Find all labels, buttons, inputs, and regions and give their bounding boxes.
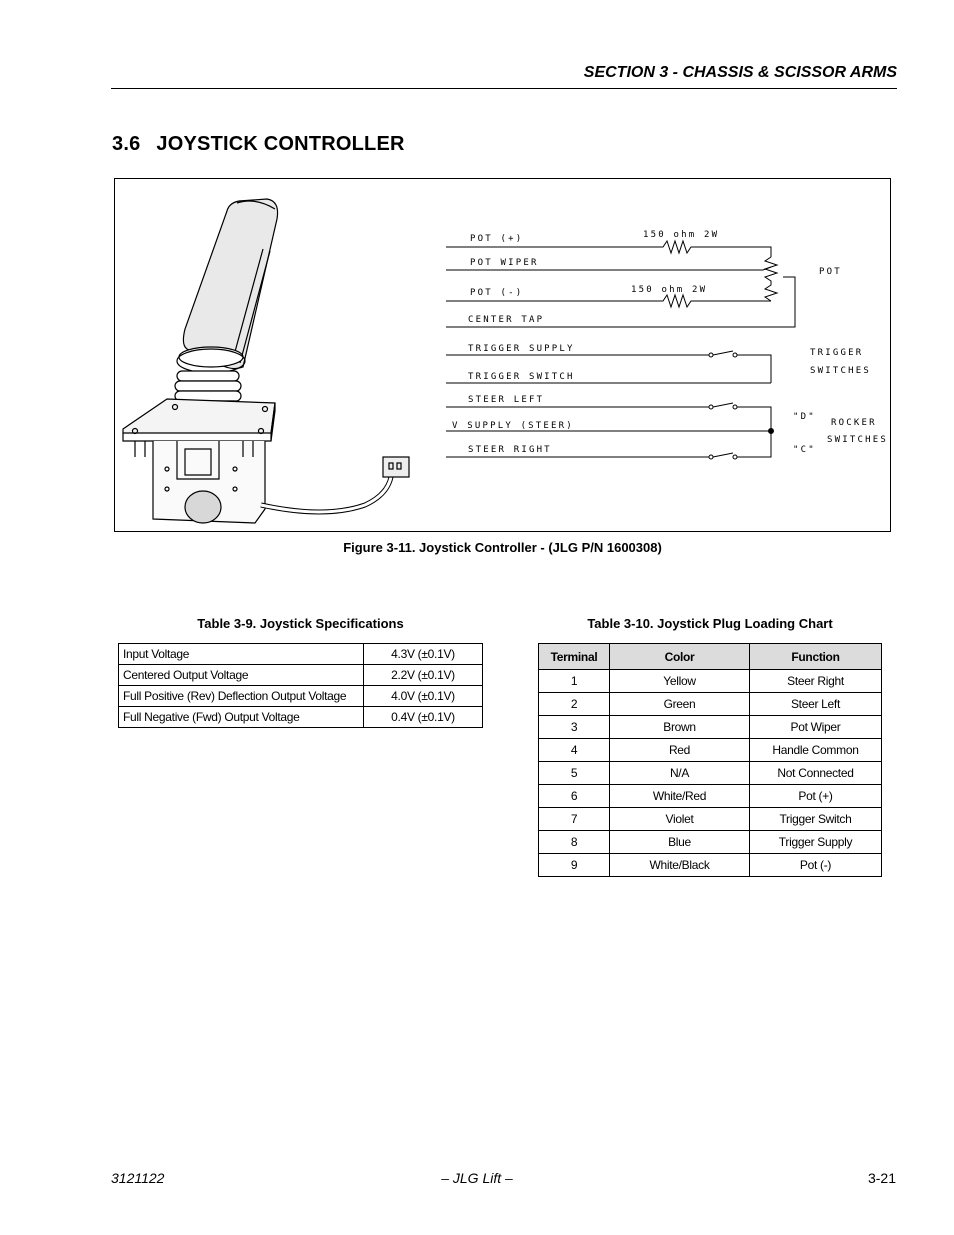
color-cell: Red: [610, 739, 750, 762]
table-row: [539, 716, 882, 739]
terminal-cell: 9: [539, 854, 610, 877]
schematic-labels: [452, 230, 888, 455]
plug-loading-table: [538, 643, 882, 877]
spec-param: Input Voltage: [119, 644, 364, 665]
wire-label-v-supply: V SUPPLY (STEER): [452, 421, 574, 431]
wire-label-pot-plus: POT (+): [470, 234, 524, 244]
footer-brand: – JLG Lift –: [441, 1170, 513, 1186]
terminal-cell: 4: [539, 739, 610, 762]
function-cell: Not Connected: [750, 762, 882, 785]
plug-table-header-row: [539, 644, 882, 670]
table-row: [539, 739, 882, 762]
terminal-cell: 5: [539, 762, 610, 785]
wire-label-trigger-switch: TRIGGER SWITCH: [468, 372, 575, 382]
header-rule: [111, 88, 897, 89]
function-cell: Steer Left: [750, 693, 882, 716]
section-number: 3.6: [112, 133, 141, 155]
color-cell: White/Black: [610, 854, 750, 877]
terminal-cell: 6: [539, 785, 610, 808]
wire-label-pot-minus: POT (-): [470, 288, 524, 298]
spec-param: Centered Output Voltage: [119, 665, 364, 686]
terminal-cell: 7: [539, 808, 610, 831]
section-header: SECTION 3 - CHASSIS & SCISSOR ARMS: [583, 64, 897, 81]
figure-joystick-controller: [114, 178, 891, 532]
footer-doc-number: 3121122: [111, 1170, 165, 1186]
table-row: [539, 785, 882, 808]
color-cell: Violet: [610, 808, 750, 831]
resistor-label-bottom: 150 ohm 2W: [631, 285, 708, 295]
footer-page-number: 3-21: [867, 1170, 896, 1186]
trigger-switches-label-1: TRIGGER: [810, 348, 864, 358]
color-cell: White/Red: [610, 785, 750, 808]
function-cell: Steer Right: [750, 670, 882, 693]
terminal-cell: 3: [539, 716, 610, 739]
table-row: [119, 644, 483, 665]
table-row: [119, 686, 483, 707]
joystick-figure-svg: [115, 179, 890, 531]
spec-value: 4.0V (±0.1V): [364, 686, 483, 707]
function-cell: Pot (-): [750, 854, 882, 877]
color-cell: Blue: [610, 831, 750, 854]
function-cell: Trigger Supply: [750, 831, 882, 854]
table-row: [539, 762, 882, 785]
spec-table-caption: Table 3-9. Joystick Specifications: [197, 616, 404, 631]
spec-value: 4.3V (±0.1V): [364, 644, 483, 665]
table-row: [539, 693, 882, 716]
spec-value: 0.4V (±0.1V): [364, 707, 483, 728]
wire-label-center-tap: CENTER TAP: [468, 315, 545, 325]
wire-label-steer-right: STEER RIGHT: [468, 445, 552, 455]
terminal-cell: 2: [539, 693, 610, 716]
color-cell: Brown: [610, 716, 750, 739]
spec-value: 2.2V (±0.1V): [364, 665, 483, 686]
table-row: [119, 665, 483, 686]
header-color: Color: [610, 644, 750, 670]
table-row: [539, 831, 882, 854]
joystick-spec-table: [118, 643, 483, 728]
spec-param: Full Positive (Rev) Deflection Output Voltage: [119, 686, 364, 707]
color-cell: Green: [610, 693, 750, 716]
figure-caption: Figure 3-11. Joystick Controller - (JLG P/N 1600308): [343, 540, 662, 555]
wire-label-steer-left: STEER LEFT: [468, 395, 545, 405]
header-terminal: Terminal: [539, 644, 610, 670]
table-row: [539, 854, 882, 877]
header-function: Function: [750, 644, 882, 670]
table-row: [119, 707, 483, 728]
wire-label-trigger-supply: TRIGGER SUPPLY: [468, 344, 575, 354]
function-cell: Pot (+): [750, 785, 882, 808]
color-cell: N/A: [610, 762, 750, 785]
color-cell: Yellow: [610, 670, 750, 693]
c-label: "C": [793, 445, 816, 455]
function-cell: Pot Wiper: [750, 716, 882, 739]
joystick-illustration: [123, 199, 409, 523]
function-cell: Handle Common: [750, 739, 882, 762]
function-cell: Trigger Switch: [750, 808, 882, 831]
table-row: [539, 808, 882, 831]
wire-label-pot-wiper: POT WIPER: [470, 258, 539, 268]
d-label: "D": [793, 412, 816, 422]
pot-label: POT: [819, 267, 842, 277]
rocker-switches-label-2: SWITCHES: [827, 435, 888, 445]
trigger-switches-label-2: SWITCHES: [810, 366, 871, 376]
terminal-cell: 8: [539, 831, 610, 854]
page-title: [112, 133, 405, 156]
plug-table-caption: Table 3-10. Joystick Plug Loading Chart: [587, 616, 833, 631]
terminal-cell: 1: [539, 670, 610, 693]
table-row: [539, 670, 882, 693]
spec-param: Full Negative (Fwd) Output Voltage: [119, 707, 364, 728]
resistor-label-top: 150 ohm 2W: [643, 230, 720, 240]
section-heading: JOYSTICK CONTROLLER: [156, 133, 405, 155]
rocker-switches-label-1: ROCKER: [831, 418, 877, 428]
